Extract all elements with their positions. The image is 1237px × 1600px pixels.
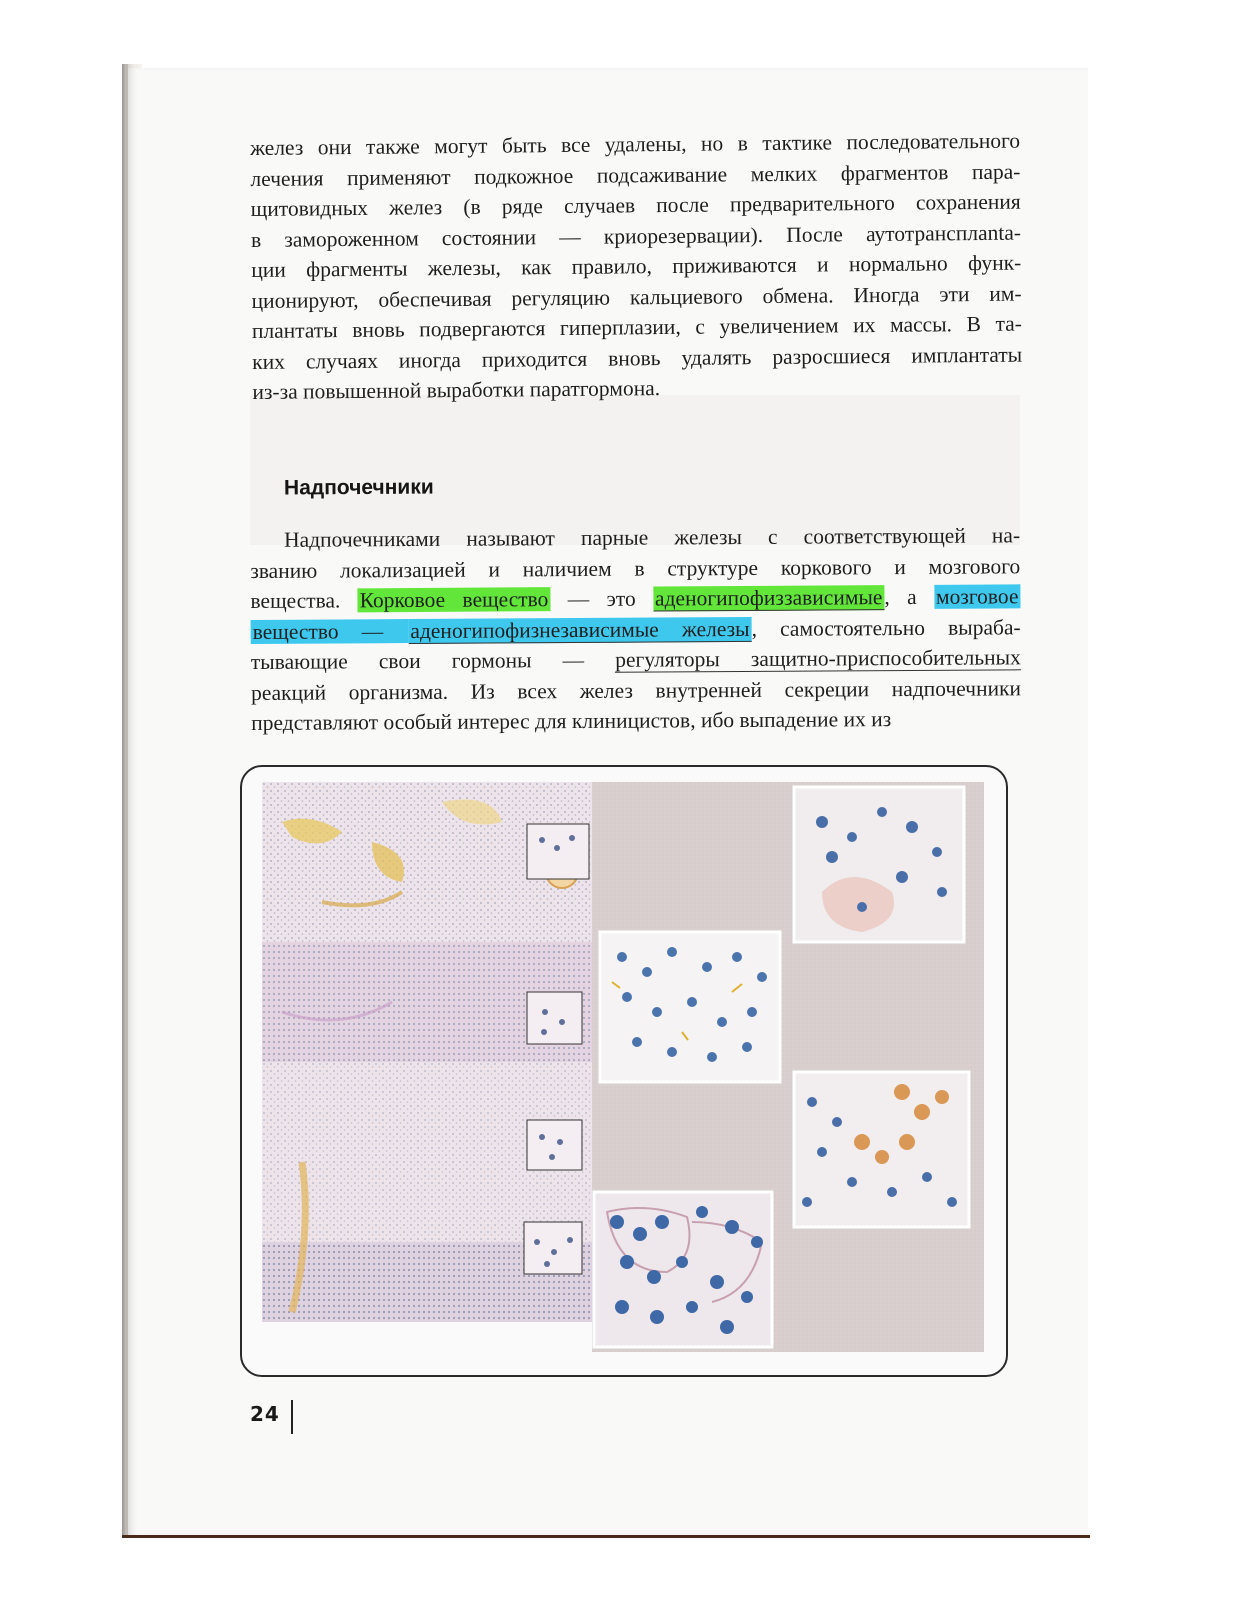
text-line-highlighted bbox=[251, 612, 1021, 647]
micrograph-inset-1 bbox=[794, 787, 964, 942]
text-line: Надпочечниками называют парные железы с соответствующей на- bbox=[284, 523, 1021, 552]
page-bottom-edge bbox=[122, 1535, 1090, 1538]
text-line bbox=[251, 642, 1021, 677]
highlight-medulla: мозговое bbox=[935, 584, 1019, 609]
micrograph-inset-2 bbox=[600, 932, 780, 1082]
text-line: ких случаях иногда приходится вновь удалять разросшиеся имплантаты bbox=[252, 342, 1023, 374]
text-segment: — это bbox=[550, 586, 654, 612]
text-line: лечения применяют подкожное подсаживание мелких фрагментов пара- bbox=[250, 159, 1021, 191]
text-line: ции фрагменты железы, как правило, приживаются и нормально функ- bbox=[251, 250, 1022, 282]
text-line: званию локализацией и наличием в структуре коркового и мозгового bbox=[250, 553, 1021, 583]
text-line: ционируют, обеспечивая регуляцию кальциевого обмена. Иногда эти им- bbox=[251, 281, 1022, 313]
text-line: из-за повышенной выработки паратгормона. bbox=[252, 376, 661, 404]
text-line: щитовидных желез (в ряде случаев после предварительного сохранения bbox=[250, 189, 1021, 221]
section-heading: Надпочечники bbox=[283, 475, 434, 500]
text-segment: вещества. bbox=[250, 588, 358, 613]
text-line-highlighted bbox=[250, 581, 1020, 616]
text-segment: тывающие свои гормоны — bbox=[250, 647, 616, 674]
page-number: 24 bbox=[250, 1402, 280, 1426]
highlight-medulla-cont: вещество — bbox=[252, 618, 407, 644]
tissue-section-left bbox=[262, 782, 592, 1322]
text-line: реакций организма. Из всех желез внутренней секреции надпочечники bbox=[250, 675, 1022, 705]
text-segment: , а bbox=[884, 584, 935, 610]
text-segment: , самостоятельно выраба- bbox=[751, 614, 1021, 641]
highlight-dependent: аденогипофиззависимые bbox=[653, 585, 885, 611]
text-line: в замороженном состоянии — криорезервации). После аутотрансплanta- bbox=[250, 220, 1022, 252]
highlight-independent: аденогипофизнезависимые железы bbox=[408, 616, 751, 643]
paragraph-parathyroid bbox=[250, 126, 1023, 408]
histology-illustration bbox=[262, 782, 984, 1352]
text-line: представляют особый интерес для клиницистов, ибо выпадение их из bbox=[251, 707, 892, 735]
text-line: желез они также могут быть все удалены, но в тактике последовательного bbox=[250, 128, 1021, 160]
micrograph-inset-3 bbox=[794, 1072, 969, 1227]
highlight-cortex: Корковое вещество bbox=[359, 587, 549, 613]
micrograph-inset-4 bbox=[594, 1192, 772, 1347]
text-line: плантаты вновь подвергаются гиперплазии, с увеличением их массы. В та- bbox=[251, 311, 1022, 343]
page-number-divider bbox=[291, 1400, 293, 1434]
paragraph-adrenal bbox=[250, 520, 1021, 738]
underlined-text: регуляторы защитно-приспособительных bbox=[615, 645, 1021, 672]
